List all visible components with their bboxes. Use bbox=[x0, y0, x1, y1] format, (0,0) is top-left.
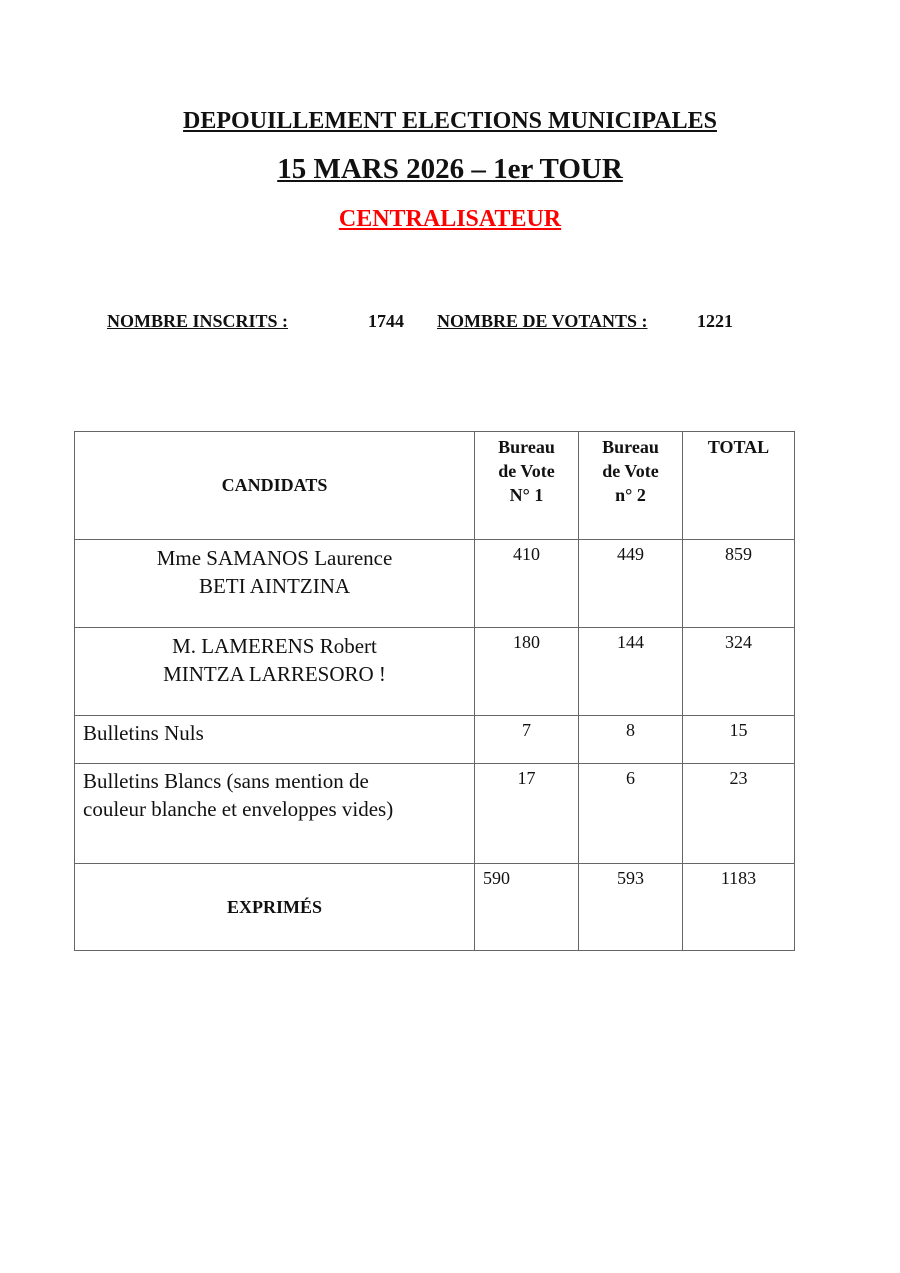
inscrits-value: 1744 bbox=[368, 311, 404, 331]
total-value: 859 bbox=[683, 540, 795, 628]
row-label-line1: Bulletins Blancs (sans mention de bbox=[83, 769, 369, 793]
table-row bbox=[75, 628, 795, 716]
bureau-1-value: 180 bbox=[475, 628, 579, 716]
header-bureau-2-line1: Bureau bbox=[602, 437, 659, 457]
total-value: 15 bbox=[683, 716, 795, 764]
bureau-2-value: 593 bbox=[579, 864, 683, 951]
bureau-1-value: 590 bbox=[475, 864, 579, 951]
row-label-blancs bbox=[75, 764, 475, 864]
header-bureau-2-line3: n° 2 bbox=[615, 485, 646, 505]
bureau-1-value: 410 bbox=[475, 540, 579, 628]
table-row bbox=[75, 540, 795, 628]
election-date: 15 MARS 2026 – 1er TOUR bbox=[277, 153, 623, 185]
inscrits-label: NOMBRE INSCRITS : bbox=[107, 311, 289, 331]
candidate-list-line2: MINTZA LARRESORO ! bbox=[163, 662, 386, 686]
votants-label: NOMBRE DE VOTANTS : bbox=[437, 311, 648, 331]
candidate-name-line1: Mme SAMANOS Laurence bbox=[156, 546, 393, 570]
results-table bbox=[74, 431, 795, 951]
document-subtitle: CENTRALISATEUR bbox=[338, 206, 562, 232]
total-value: 324 bbox=[683, 628, 795, 716]
total-value: 1183 bbox=[683, 864, 795, 951]
row-label-line2: couleur blanche et enveloppes vides) bbox=[83, 797, 394, 821]
bureau-1-value: 17 bbox=[475, 764, 579, 864]
row-label-nuls bbox=[75, 716, 475, 764]
row-label-line1: Bulletins Nuls bbox=[83, 721, 204, 745]
table-row bbox=[75, 764, 795, 864]
bureau-2-value: 8 bbox=[579, 716, 683, 764]
header-bureau-2-line2: de Vote bbox=[602, 461, 659, 481]
bureau-2-value: 144 bbox=[579, 628, 683, 716]
bureau-2-value: 449 bbox=[579, 540, 683, 628]
exprimes-label: EXPRIMÉS bbox=[75, 864, 475, 951]
bureau-1-value: 7 bbox=[475, 716, 579, 764]
document-title: DEPOUILLEMENT ELECTIONS MUNICIPALES bbox=[183, 108, 717, 134]
candidate-list-line2: BETI AINTZINA bbox=[198, 574, 351, 598]
header-bureau-1-line1: Bureau bbox=[498, 437, 555, 457]
total-value: 23 bbox=[683, 764, 795, 864]
header-bureau-1 bbox=[475, 432, 579, 540]
table-header-row bbox=[75, 432, 795, 540]
candidate-name bbox=[75, 628, 475, 716]
stats-line bbox=[107, 311, 733, 332]
header-candidats: CANDIDATS bbox=[75, 432, 475, 540]
header-total: TOTAL bbox=[683, 432, 795, 540]
header-bureau-1-line2: de Vote bbox=[498, 461, 555, 481]
bureau-2-value: 6 bbox=[579, 764, 683, 864]
votants-value: 1221 bbox=[697, 311, 733, 331]
table-row-exprimes bbox=[75, 864, 795, 951]
header-bureau-2 bbox=[579, 432, 683, 540]
table-row bbox=[75, 716, 795, 764]
candidate-name bbox=[75, 540, 475, 628]
candidate-name-line1: M. LAMERENS Robert bbox=[172, 634, 377, 658]
header-bureau-1-line3: N° 1 bbox=[509, 485, 544, 505]
